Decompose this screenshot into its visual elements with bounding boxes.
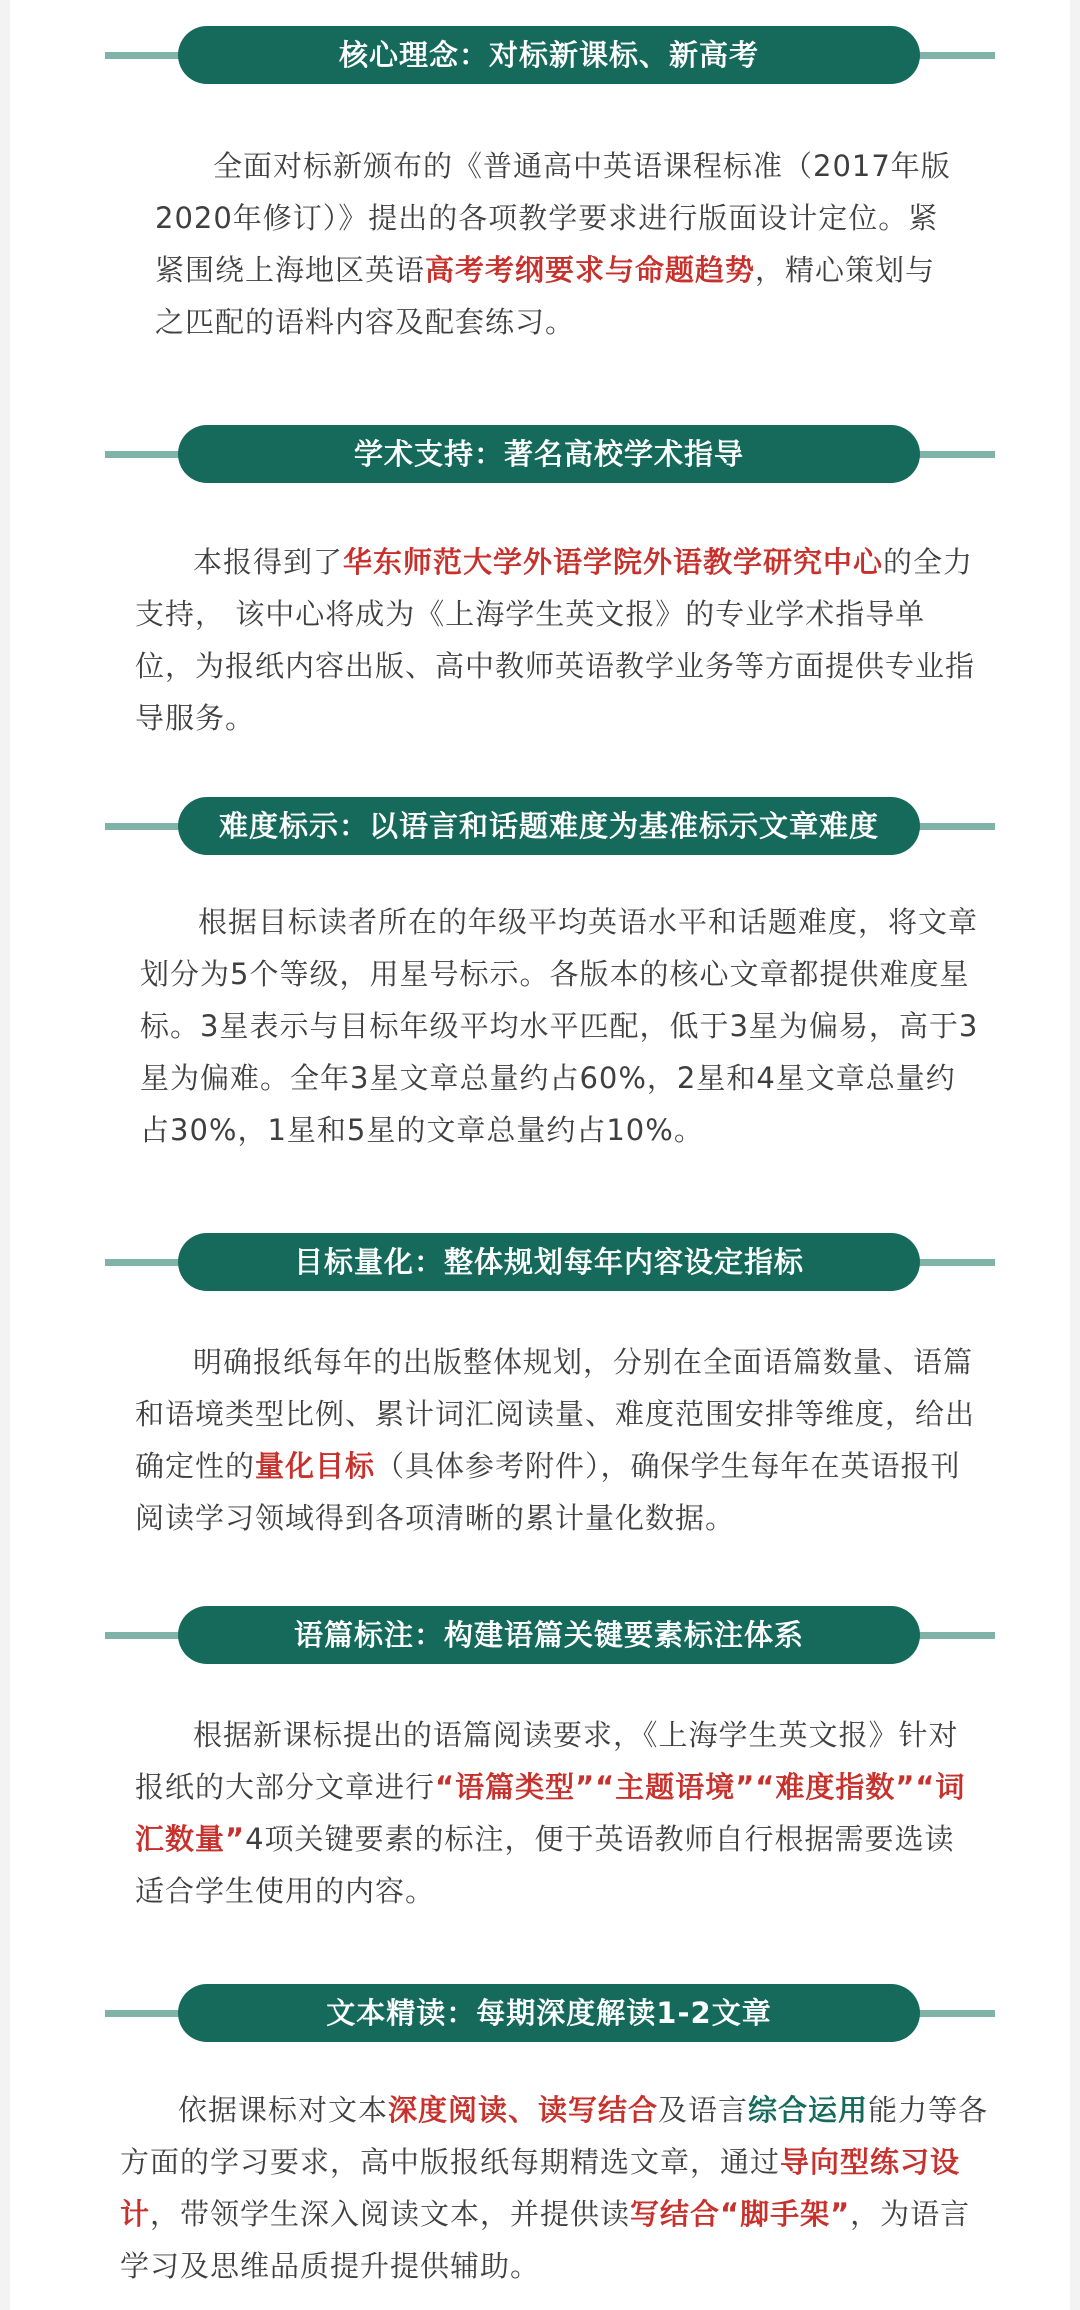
highlight-text-green: 综合运用 [748,2093,869,2127]
section-header [10,26,1070,84]
para-text: ，精心策划与之匹配的语料内容及配套练习。 [155,253,936,339]
para-text: 全面对标新颁布的《普通高中英语课程标准（2017年版2020年修订）》提出的各项教学要求进行版面设计定位。紧紧围绕上海地区英语 [155,149,951,287]
highlight-text: 高考考纲要求与命题趋势 [425,253,756,287]
section-title: 目标量化：整体规划每年内容设定指标 [178,1233,920,1291]
para-text: 本报得到了 [193,545,344,579]
section-title: 难度标示：以语言和话题难度为基准标示文章难度 [178,797,920,855]
section-paragraph [140,896,980,1156]
section-paragraph [120,2084,1000,2292]
highlight-text: 华东师范大学外语学院外语教学研究中心 [343,545,884,579]
highlight-text: 深度阅读、读写结合 [388,2093,659,2127]
section-difficulty [10,797,1070,1147]
section-header [10,1984,1070,2042]
highlight-text: 量化目标 [255,1449,376,1483]
section-title: 文本精读：每期深度解读1-2文章 [178,1984,920,2042]
section-academic-support [10,425,1070,735]
para-text: 的全力支持， 该中心将成为《上海学生英文报》的专业学术指导单位，为报纸内容出版、高中教师英语教学业务等方面提供专业指导服务。 [135,545,976,735]
para-text: 根据新课标提出的语篇阅读要求，《上海学生英文报》针对报纸的大部分文章进行 [135,1718,959,1804]
highlight-text: 导向型练习设计 [120,2145,961,2231]
para-text: 根据目标读者所在的年级平均英语水平和话题难度，将文章划分为5个等级，用星号标示。各版本的核心文章都提供难度星标。3星表示与目标年级平均水平匹配，低于3星为偏易，高于3星为偏难。全年3星文章总量约占60%，2星和4星文章总量约占30%，1星和5星的文章总量约占10%。 [140,905,979,1147]
para-text: 及语言 [658,2093,749,2127]
section-close-reading [10,1984,1070,2283]
para-text: ，带领学生深入阅读文本，并提供读 [150,2197,631,2231]
section-paragraph [135,1336,980,1544]
section-header [10,1606,1070,1664]
para-text: 4项关键要素的标注，便于英语教师自行根据需要选读适合学生使用的内容。 [135,1822,955,1908]
highlight-text: 写结合“脚手架” [630,2197,851,2231]
section-title: 语篇标注：构建语篇关键要素标注体系 [178,1606,920,1664]
section-header [10,1233,1070,1291]
para-text: ，为语言学习及思维品质提升提供辅助。 [120,2197,971,2283]
section-header [10,425,1070,483]
section-paragraph [135,536,980,744]
article-page [10,0,1070,2310]
section-quantified-goals [10,1233,1070,1535]
section-header [10,797,1070,855]
section-paragraph [135,1709,980,1917]
section-paragraph [155,140,965,348]
section-core-concept [10,26,1070,339]
section-title: 核心理念：对标新课标、新高考 [178,26,920,84]
para-text: 能力等各方面的学习要求，高中版报纸每期精选文章，通过 [120,2093,989,2179]
para-text: （具体参考附件），确保学生每年在英语报刊阅读学习领域得到各项清晰的累计量化数据。 [135,1449,961,1535]
para-text: 依据课标对文本 [178,2093,389,2127]
section-title: 学术支持：著名高校学术指导 [178,425,920,483]
section-text-annotation [10,1606,1070,1908]
highlight-text: “语篇类型”“主题语境”“难度指数”“词汇数量” [135,1770,966,1856]
para-text: 明确报纸每年的出版整体规划，分别在全面语篇数量、语篇和语境类型比例、累计词汇阅读量、难度范围安排等维度，给出确定性的 [135,1345,976,1483]
